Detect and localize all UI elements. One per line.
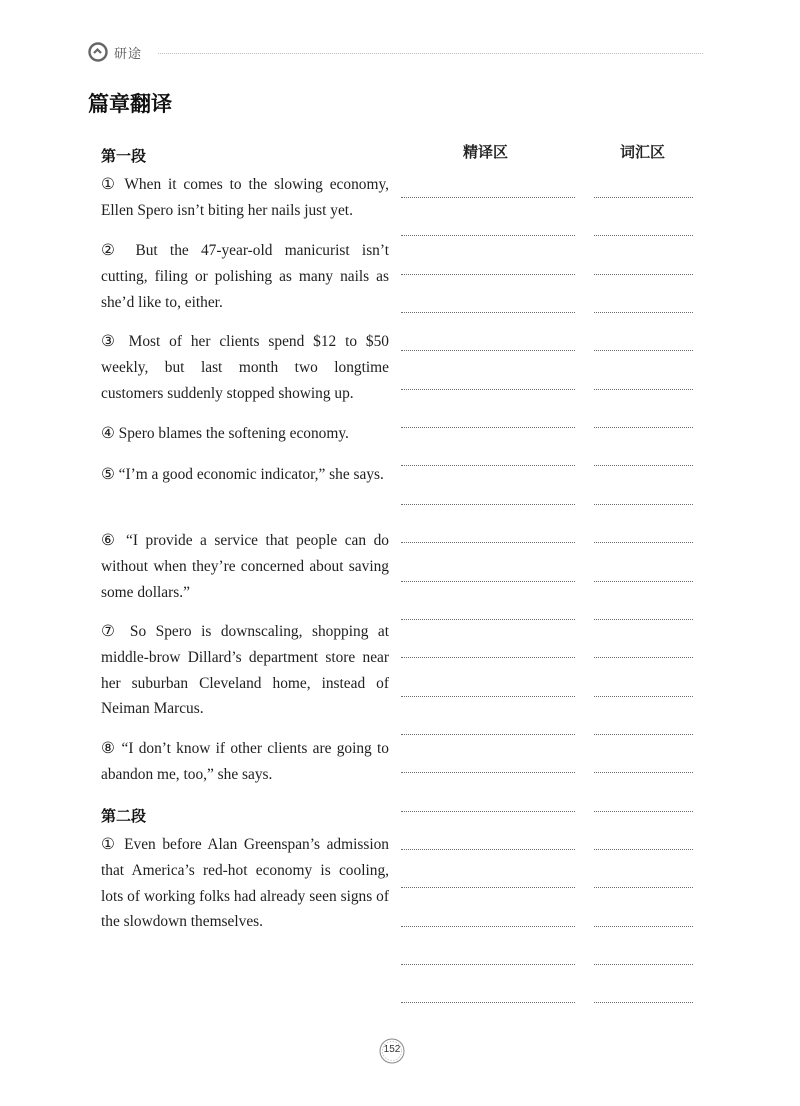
translation-writing-line	[401, 581, 575, 582]
page-title: 篇章翻译	[88, 92, 172, 116]
paragraph: ⑧ “I don’t know if other clients are going to abandon me, too,” she says.	[101, 740, 389, 783]
vocabulary-writing-line	[594, 811, 693, 812]
translation-writing-line	[401, 619, 575, 620]
translation-writing-line	[401, 1002, 575, 1003]
page-number: 152	[383, 1044, 401, 1055]
vocabulary-writing-line	[594, 274, 693, 275]
translation-writing-line	[401, 926, 575, 927]
page-number-badge	[378, 1037, 406, 1065]
paragraph: ⑥ “I provide a service that people can do without when they’re concerned about saving some dollars.”	[101, 532, 389, 601]
paragraph: ③ Most of her clients spend $12 to $50 weekly, but last month two longtime customers suddenly stopped showing up.	[101, 333, 389, 402]
brand-logo-icon	[88, 42, 108, 62]
vocabulary-writing-line	[594, 964, 693, 965]
vocabulary-writing-line	[594, 465, 693, 466]
translation-writing-line	[401, 350, 575, 351]
translation-writing-line	[401, 312, 575, 313]
vocabulary-column-header: 词汇区	[620, 143, 666, 161]
vocabulary-writing-line	[594, 734, 693, 735]
vocabulary-writing-line	[594, 1002, 693, 1003]
vocabulary-writing-line	[594, 581, 693, 582]
vocabulary-writing-line	[594, 657, 693, 658]
paragraph: ⑤ “I’m a good economic indicator,” she says.	[101, 466, 384, 483]
translation-writing-line	[401, 734, 575, 735]
vocabulary-writing-line	[594, 772, 693, 773]
translation-column-header: 精译区	[463, 143, 509, 161]
vocabulary-writing-line	[594, 619, 693, 620]
paragraph: ① Even before Alan Greenspan’s admission that America’s red-hot economy is cooling, lots of working folks had already seen signs of the slowdown themselves.	[101, 836, 389, 931]
section-title: 第一段	[101, 147, 147, 165]
vocabulary-writing-line	[594, 350, 693, 351]
vocabulary-writing-line	[594, 887, 693, 888]
vocabulary-writing-line	[594, 312, 693, 313]
translation-writing-line	[401, 696, 575, 697]
translation-writing-line	[401, 772, 575, 773]
translation-writing-line	[401, 389, 575, 390]
vocabulary-writing-line	[594, 197, 693, 198]
header-divider	[158, 53, 703, 54]
vocabulary-writing-line	[594, 389, 693, 390]
vocabulary-writing-line	[594, 849, 693, 850]
paragraph: ① When it comes to the slowing economy, Ellen Spero isn’t biting her nails just yet.	[101, 176, 389, 219]
translation-writing-line	[401, 811, 575, 812]
translation-writing-line	[401, 542, 575, 543]
brand-name: 研途	[114, 46, 143, 62]
translation-writing-line	[401, 504, 575, 505]
translation-writing-line	[401, 465, 575, 466]
paragraph: ⑦ So Spero is downscaling, shopping at middle-brow Dillard’s department store near her suburban Cleveland home, instead of Neiman Marcus.	[101, 623, 389, 718]
translation-writing-line	[401, 235, 575, 236]
vocabulary-writing-line	[594, 427, 693, 428]
translation-writing-line	[401, 197, 575, 198]
translation-writing-line	[401, 964, 575, 965]
brand-logo	[88, 42, 142, 62]
vocabulary-writing-line	[594, 235, 693, 236]
paragraph: ② But the 47-year-old manicurist isn’t cutting, filing or polishing as many nails as she’d like to, either.	[101, 242, 389, 311]
vocabulary-writing-line	[594, 504, 693, 505]
translation-writing-line	[401, 274, 575, 275]
paragraph: ④ Spero blames the softening economy.	[101, 425, 349, 442]
translation-writing-line	[401, 849, 575, 850]
section-title: 第二段	[101, 807, 147, 825]
vocabulary-writing-line	[594, 926, 693, 927]
vocabulary-writing-line	[594, 542, 693, 543]
translation-writing-line	[401, 657, 575, 658]
translation-writing-line	[401, 887, 575, 888]
translation-writing-line	[401, 427, 575, 428]
vocabulary-writing-line	[594, 696, 693, 697]
